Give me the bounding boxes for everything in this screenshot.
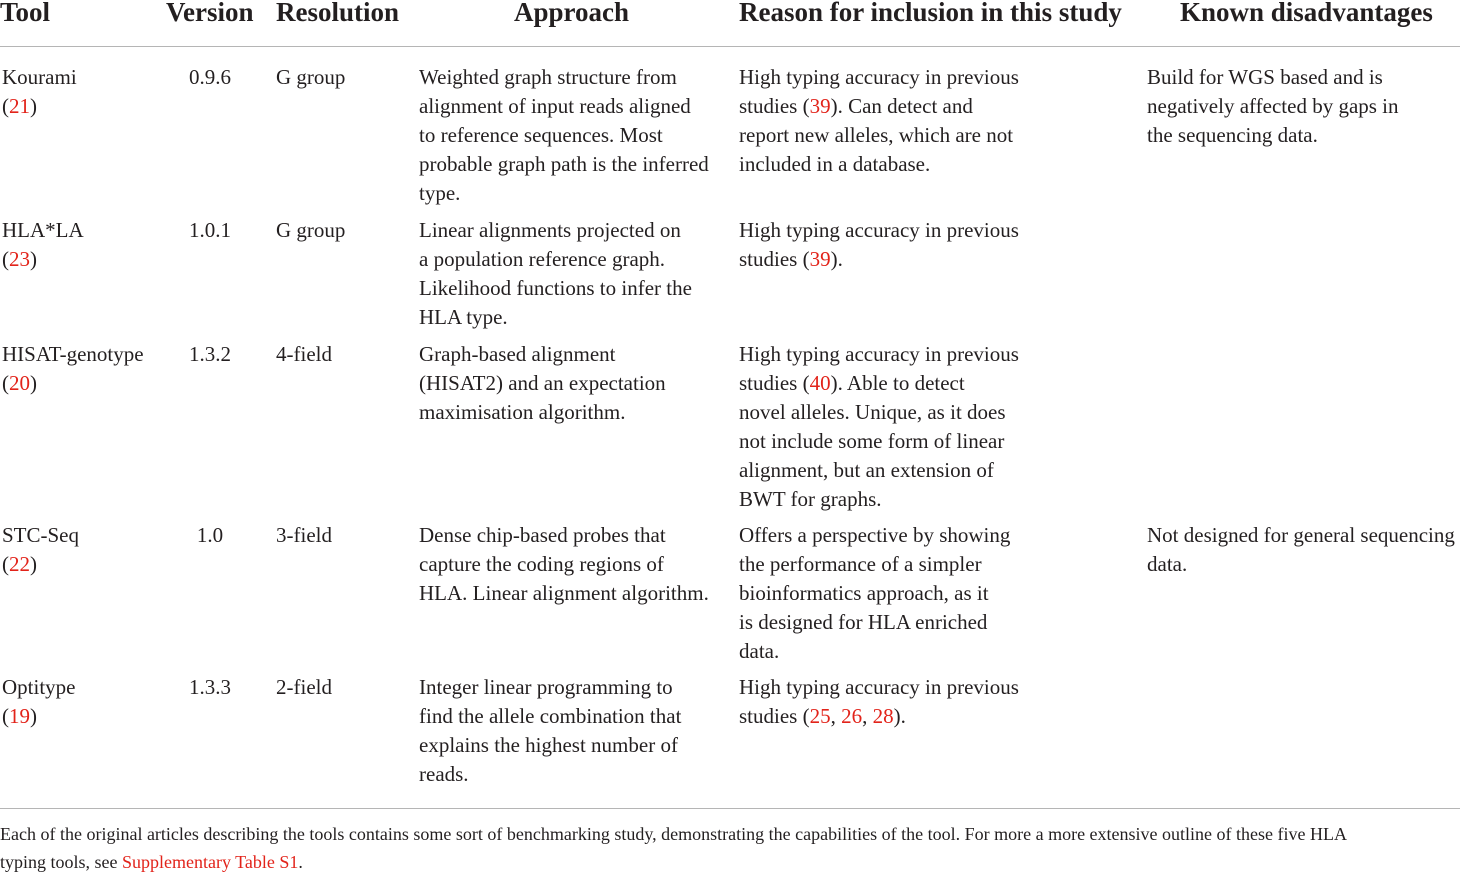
approach-line: Linear alignments projected on [419, 218, 681, 242]
approach-line: capture the coding regions of [419, 552, 664, 576]
version-cell: 1.0 [196, 523, 224, 547]
tool-name: HISAT-genotype [2, 342, 144, 366]
tool-cell: Optitype (19) [2, 675, 76, 728]
version-cell: 1.0.1 [189, 218, 231, 242]
version-cell: 1.3.3 [189, 675, 231, 699]
reason-reference-link[interactable]: 25 [809, 704, 831, 728]
reason-line: Offers a perspective by showing [739, 523, 1011, 547]
reason-line: data. [739, 639, 780, 663]
tool-name: HLA*LA [2, 218, 84, 242]
reason-reference-link[interactable]: 28 [872, 704, 894, 728]
tool-cell: STC-Seq (22) [2, 523, 80, 576]
approach-line: maximisation algorithm. [419, 400, 626, 424]
resolution-cell: 2-field [276, 675, 332, 699]
resolution-cell: 4-field [276, 342, 332, 366]
tool-name: Optitype [2, 675, 76, 699]
reason-cell [739, 216, 1019, 274]
reason-reference-link[interactable]: 26 [841, 704, 863, 728]
reason-line: the performance of a simpler [739, 552, 982, 576]
reason-line: alignment, but an extension of [739, 458, 994, 482]
header-disadvantages: Known disadvantages [1180, 0, 1433, 27]
approach-line: alignment of input reads aligned [419, 94, 691, 118]
header-resolution: Resolution [276, 0, 400, 27]
tool-reference-link[interactable]: 23 [9, 247, 30, 271]
reason-cell [739, 63, 1019, 179]
header-version: Version [166, 0, 254, 27]
approach-line: explains the highest number of [419, 733, 678, 757]
reason-line: is designed for HLA enriched [739, 610, 988, 634]
reason-cell [739, 673, 1019, 731]
tool-reference-link[interactable]: 21 [9, 94, 30, 118]
tool-reference-link[interactable]: 20 [9, 371, 30, 395]
tool-cell: HLA*LA (23) [2, 218, 84, 271]
reason-line: High typing accuracy in previous [739, 218, 1019, 242]
approach-line: (HISAT2) and an expectation [419, 371, 666, 395]
footnote-line1: Each of the original articles describing the tools contains some sort of benchmarking study, demonstrating the capabilities of the tool. For more a more extensive outline of these five HLA [0, 824, 1347, 844]
reason-reference-link[interactable]: 40 [809, 371, 831, 395]
supplementary-table-link[interactable]: Supplementary Table S1 [122, 852, 299, 872]
approach-line: a population reference graph. [419, 247, 666, 271]
table-footnote [0, 808, 1460, 872]
approach-line: find the allele combination that [419, 704, 682, 728]
table-header [0, 0, 1460, 47]
tool-cell: Kourami (21) [2, 65, 77, 118]
approach-line: Integer linear programming to [419, 675, 673, 699]
footnote-line2-suffix: . [298, 852, 303, 872]
disadvantage-line: negatively affected by gaps in [1147, 94, 1399, 118]
reason-line: BWT for graphs. [739, 487, 882, 511]
version-cell: 0.9.6 [189, 65, 231, 89]
approach-line: HLA type. [419, 305, 508, 329]
tool-name: STC-Seq [2, 523, 80, 547]
reason-cell [739, 521, 1010, 666]
approach-line: Graph-based alignment [419, 342, 616, 366]
reason-line: High typing accuracy in previous [739, 342, 1019, 366]
tool-cell: HISAT-genotype (20) [2, 342, 144, 395]
reason-reference-link[interactable]: 39 [809, 247, 831, 271]
header-reason: Reason for inclusion in this study [739, 0, 1122, 27]
approach-line: Dense chip-based probes that [419, 523, 666, 547]
reason-line: studies (40). Able to detect [739, 371, 965, 395]
header-tool: Tool [0, 0, 51, 27]
approach-cell [419, 340, 666, 427]
reason-line: High typing accuracy in previous [739, 675, 1019, 699]
tool-name: Kourami [2, 65, 77, 89]
approach-line: type. [419, 181, 461, 205]
footnote-text [0, 820, 1460, 876]
approach-line: Likelihood functions to infer the [419, 276, 692, 300]
resolution-cell: G group [276, 65, 346, 89]
reason-line: bioinformatics approach, as it [739, 581, 989, 605]
approach-line: HLA. Linear alignment algorithm. [419, 581, 709, 605]
disadvantage-line: Not designed for general sequencing [1147, 523, 1455, 547]
tool-reference-link[interactable]: 19 [9, 704, 30, 728]
approach-line: probable graph path is the inferred [419, 152, 709, 176]
disadvantage-line: the sequencing data. [1147, 123, 1318, 147]
disadvantage-line: data. [1147, 552, 1188, 576]
reason-line: studies (39). Can detect and [739, 94, 973, 118]
header-approach: Approach [514, 0, 630, 27]
resolution-cell: 3-field [276, 523, 332, 547]
approach-cell [419, 673, 681, 789]
reason-line: novel alleles. Unique, as it does [739, 400, 1006, 424]
reason-line: report new alleles, which are not [739, 123, 1014, 147]
reason-line: studies (39). [739, 247, 843, 271]
reason-line: included in a database. [739, 152, 931, 176]
disadvantages-cell [1147, 521, 1455, 579]
approach-cell [419, 216, 692, 332]
reason-line: studies (25, 26, 28). [739, 704, 906, 728]
footnote-line2-prefix: typing tools, see [0, 852, 122, 872]
disadvantage-line: Build for WGS based and is [1147, 65, 1383, 89]
tool-reference-link[interactable]: 22 [9, 552, 30, 576]
approach-line: to reference sequences. Most [419, 123, 663, 147]
approach-line: Weighted graph structure from [419, 65, 677, 89]
disadvantages-cell [1147, 63, 1399, 150]
version-cell: 1.3.2 [189, 342, 231, 366]
approach-line: reads. [419, 762, 469, 786]
reason-cell [739, 340, 1019, 514]
reason-line: not include some form of linear [739, 429, 1005, 453]
reason-line: High typing accuracy in previous [739, 65, 1019, 89]
resolution-cell: G group [276, 218, 346, 242]
reason-reference-link[interactable]: 39 [809, 94, 831, 118]
approach-cell [419, 521, 709, 608]
approach-cell [419, 63, 709, 208]
